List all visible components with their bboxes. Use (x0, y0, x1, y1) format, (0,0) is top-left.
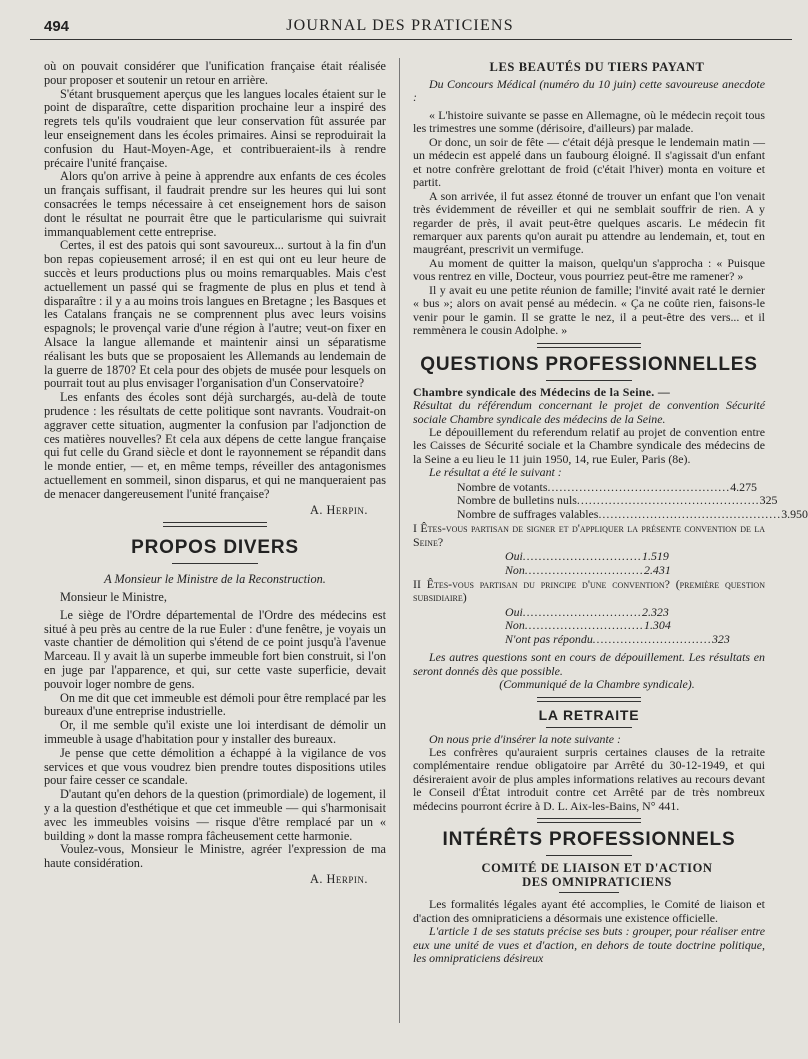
stat-value: 4.275 (730, 479, 757, 494)
paragraph: Au moment de quitter la maison, quelqu'un s'approcha : « Puisque vous rentrez en ville, Docteur, vous pourriez peut-être me ramener? » (413, 255, 765, 284)
stat-value: 325 (759, 493, 778, 508)
vote-label: Oui (505, 604, 523, 619)
paragraph: Voulez-vous, Monsieur le Ministre, agréer l'expression de ma haute considération. (44, 842, 386, 871)
letter-address: A Monsieur le Ministre de la Reconstruction. (104, 572, 326, 587)
result-intro: Le résultat a été le suivant : (429, 465, 562, 480)
communique-source: (Communiqué de la Chambre syndicale). (499, 677, 695, 692)
referendum-subtitle: Résultat du référendum concernant le projet de convention Sécurité sociale Chambre syndicale des médecins de la Seine. (413, 398, 765, 426)
paragraph: Les enfants des écoles sont déjà surchargés, au-delà de toute prudence : les résultats de cette politique sont navrants. Voudrait-on aggraver cette situation, augmenter la confusion par l'adjonction de ces matières nouvelles? Et cela aux dépens de cette langue française qui fut celle du Grand siècle et dont le rayonnement se répandit dans le monde entier, — et, en même temps, réveiller des antagonismes actuellement en sommeil, sinon disparus, et qui ne manqueraient pas de menacer dangereusement l'unité française? (44, 390, 386, 501)
paragraph: « L'histoire suivante se passe en Allemagne, où le médecin reçoit tous les trimestres une somme (dérisoire, d'ailleurs) par malade. (413, 107, 765, 136)
paragraph: Or donc, un soir de fête — c'était déjà presque le lendemain matin — un médecin est appelé dans un faubourg éloigné. Il s'agissait d'un enfant et notre confrère grelottant de froid (c'était l'hiver) monta en voiture et partit. (413, 134, 765, 190)
title-underline (172, 563, 258, 564)
comite-title-line-2: DES OMNIPRATICIENS (522, 875, 672, 890)
table-row: Nombre de votants .............................................. 4.275 (457, 479, 757, 494)
chambre-heading: Chambre syndicale des Médecins de la Seine. — (413, 384, 671, 399)
comite-title-line-1: COMITÉ DE LIAISON ET D'ACTION (481, 861, 713, 876)
vote-stats-table (413, 479, 808, 521)
retraite-intro: On nous prie d'insérer la note suivante : (429, 731, 621, 746)
author-signature: A. Herpin. (310, 502, 368, 517)
title-underline (559, 892, 619, 893)
paragraph: Les formalités légales ayant été accomplies, le Comité de liaison et d'action des omnipraticiens a désormais une existence officielle. (413, 897, 765, 925)
table-row: Non .............................. 1.304 (505, 618, 671, 633)
anecdote-intro: Du Concours Médical (numéro du 10 juin) cette savoureuse anecdote : (413, 77, 765, 105)
table-row: Nombre de bulletins nuls .............................................. 325 (457, 493, 778, 508)
paragraph: Il y avait eu une petite réunion de famille; l'invité avait raté le dernier « bus »; alors on avait pensé au médecin. « Ça ne coûte rien, faisons-le venir pour le gamin. Il se gratte le nez, il a peut-être des vers... et il remmènera le cousin Adolphe. » (413, 282, 765, 338)
vote-value: 1.519 (642, 549, 669, 564)
paragraph: Le siège de l'Ordre départemental de l'Ordre des médecins est situé à peu près au centre de la rue Euler : d'une fenêtre, je voyais un vaste chantier de démolition qui s'étend de ce point jusqu'à l'avenue Marceau. Il y avait là un superbe immeuble fort bien construit, si l'on en juge par l'apparence, et qui, sur cette vaste superficie, devait pouvoir loger nombre de gens. (44, 607, 386, 691)
right-column (413, 60, 808, 966)
paragraph: On me dit que cet immeuble est démoli pour être remplacé par les bureaux d'une entreprise industrielle. (44, 690, 386, 719)
paragraph: Je pense que cette démolition a échappé à la vigilance de vos services et que vous voudrez bien prendre toutes dispositions utiles pour faire cesser ce scandale. (44, 745, 386, 788)
vote-label: Oui (505, 549, 523, 564)
vote-value: 1.304 (644, 618, 671, 633)
stat-label: Nombre de suffrages valables (457, 506, 599, 521)
vote-label: Non (505, 562, 525, 577)
paragraph: D'autant qu'en dehors de la question (primordiale) de logement, il y a la question d'esthétique et que cet immeuble — qui s'harmonisait avec les immeubles voisins — risque d'être remplacé par un « building » dont la masse rompra fâcheusement cette harmonie. (44, 787, 386, 843)
section-title-propos-divers: PROPOS DIVERS (131, 537, 299, 559)
vote-label: Non (505, 618, 525, 633)
table-row: Nombre de suffrages valables .............................................. 3.950 (457, 506, 808, 521)
paragraph: Les confrères qu'auraient surpris certaines clauses de la retraite complémentaire rendue obligatoire par Arrêté du 30-12-1949, et qui désireraient avoir de plus amples informations relatives au recours devant le Conseil d'État introduit contre cet Arrêté par de très nombreux médecins pourront écrire à D. L. Aix-les-Bains, N° 441. (413, 745, 765, 813)
section-title-interets: INTÉRÊTS PROFESSIONNELS (442, 829, 736, 851)
section-divider (537, 697, 641, 702)
journal-title: JOURNAL DES PRATICIENS (286, 17, 514, 34)
results-note: Les autres questions sont en cours de dépouillement. Les résultats en seront donnés dès que possible. (413, 650, 765, 678)
table-row: Non .............................. 2.431 (505, 562, 671, 577)
paragraph: A son arrivée, il fut assez étonné de trouver un enfant que l'on venait très évidemment de réveiller et qui ne semblait souffrir de rien. A y regarder de près, il avait peut-être quelques ascaris. Le médecin fit remarquer aux parents qu'on aurait pu attendre au lendemain, et, tout en maugréant, prescrivit un vermifuge. (413, 188, 765, 257)
paragraph: Or, il me semble qu'il existe une loi interdisant de démolir un immeuble à usage d'habitation pour y installer des bureaux. (44, 718, 386, 747)
title-underline (546, 727, 632, 728)
question-one: I Êtes-vous partisan de signer et d'appliquer la présente convention de la Seine? (413, 521, 765, 549)
title-underline (546, 380, 632, 381)
table-row: N'ont pas répondu .............................. 323 (505, 631, 730, 646)
section-title-retraite: LA RETRAITE (538, 706, 640, 723)
header-rule (30, 39, 792, 40)
page-number: 494 (44, 18, 70, 35)
left-column (44, 60, 386, 887)
section-title-tiers-payant: LES BEAUTÉS DU TIERS PAYANT (489, 60, 705, 74)
table-row: Oui .............................. 1.519 (505, 549, 669, 564)
paragraph: Alors qu'on arrive à peine à apprendre aux enfants de ces écoles un français suffisant, il faudrait prendre sur les heures qui lui sont consacrées le temps nécessaire à cet enseignement hors de saison dont le résultat ne pourrait être que le particularisme qui suivrait immanquablement cette entreprise. (44, 169, 386, 239)
paragraph: où on pouvait considérer que l'unification française était réalisée pour proposer et soutenir un retour en arrière. (44, 59, 386, 87)
page-header (0, 0, 800, 44)
table-row: Oui .............................. 2.323 (505, 604, 669, 619)
paragraph: L'article 1 de ses statuts précise ses buts : grouper, pour réaliser entre eux une unité de vues et d'action, en dehors de toute doctrine politique, les omnipraticiens désireux (413, 924, 765, 966)
stat-value: 3.950 (781, 506, 808, 521)
section-title-questions: QUESTIONS PROFESSIONNELLES (420, 353, 758, 375)
column-divider (399, 58, 400, 1023)
vote-results-one (413, 550, 765, 577)
vote-results-two (413, 606, 765, 646)
paragraph: S'étant brusquement aperçus que les langues locales étaient sur le point de disparaître, cette disparition prochaine leur a inspiré des regrets tels qu'ils voudraient que leur conservation fût assurée par leur enseignement dans les écoles primaires. Ainsi se reproduirait la confusion du Haut-Moyen-Age, et contribueraient-ils à rendre précaire l'unité française. (44, 86, 386, 170)
section-divider (163, 522, 267, 527)
stat-label: Nombre de votants (457, 479, 548, 494)
section-divider (537, 343, 641, 348)
paragraph: Le dépouillement du referendum relatif au projet de convention entre les Caisses de Sécurité sociale et la Chambre syndicale des médecins de la Seine a eu lieu le 11 juin 1950, 14, rue Euler, Paris (8e). (413, 424, 765, 466)
section-divider (537, 818, 641, 823)
question-two: II Êtes-vous partisan du principe d'une convention? (première question subsidiaire) (413, 576, 765, 605)
stat-label: Nombre de bulletins nuls (457, 493, 577, 508)
author-signature: A. Herpin. (310, 872, 368, 887)
vote-label: N'ont pas répondu (505, 631, 593, 646)
title-underline (546, 855, 632, 856)
paragraph: Certes, il est des patois qui sont savoureux... surtout à la fin d'un bon repas copieusement arrosé; il en est qui ont eu leur heure de succès et leurs productions plus ou moins remarquables. Mais c'est actuellement un passé qui se fragmente de plus en plus et tend à disparaître : il y a au moins trois langues en Bretagne ; les Basques et les Catalans français ne se comprennent plus avec leurs voisins espagnols; le provençal varie d'une région à l'autre; veut-on fixer en Alsace la langue allemande et maintenir ainsi un séparatisme réalisant les buts que se proposaient les Allemands au lendemain de la guerre de 1870? Et cela pour des objets de musée pour lesquels on pourrait tout au plus envisager l'organisation d'un Conservatoire? (44, 238, 386, 391)
vote-value: 2.323 (642, 604, 669, 619)
vote-value: 323 (711, 631, 730, 646)
letter-salutation: Monsieur le Ministre, (60, 590, 167, 605)
vote-value: 2.431 (644, 562, 671, 577)
